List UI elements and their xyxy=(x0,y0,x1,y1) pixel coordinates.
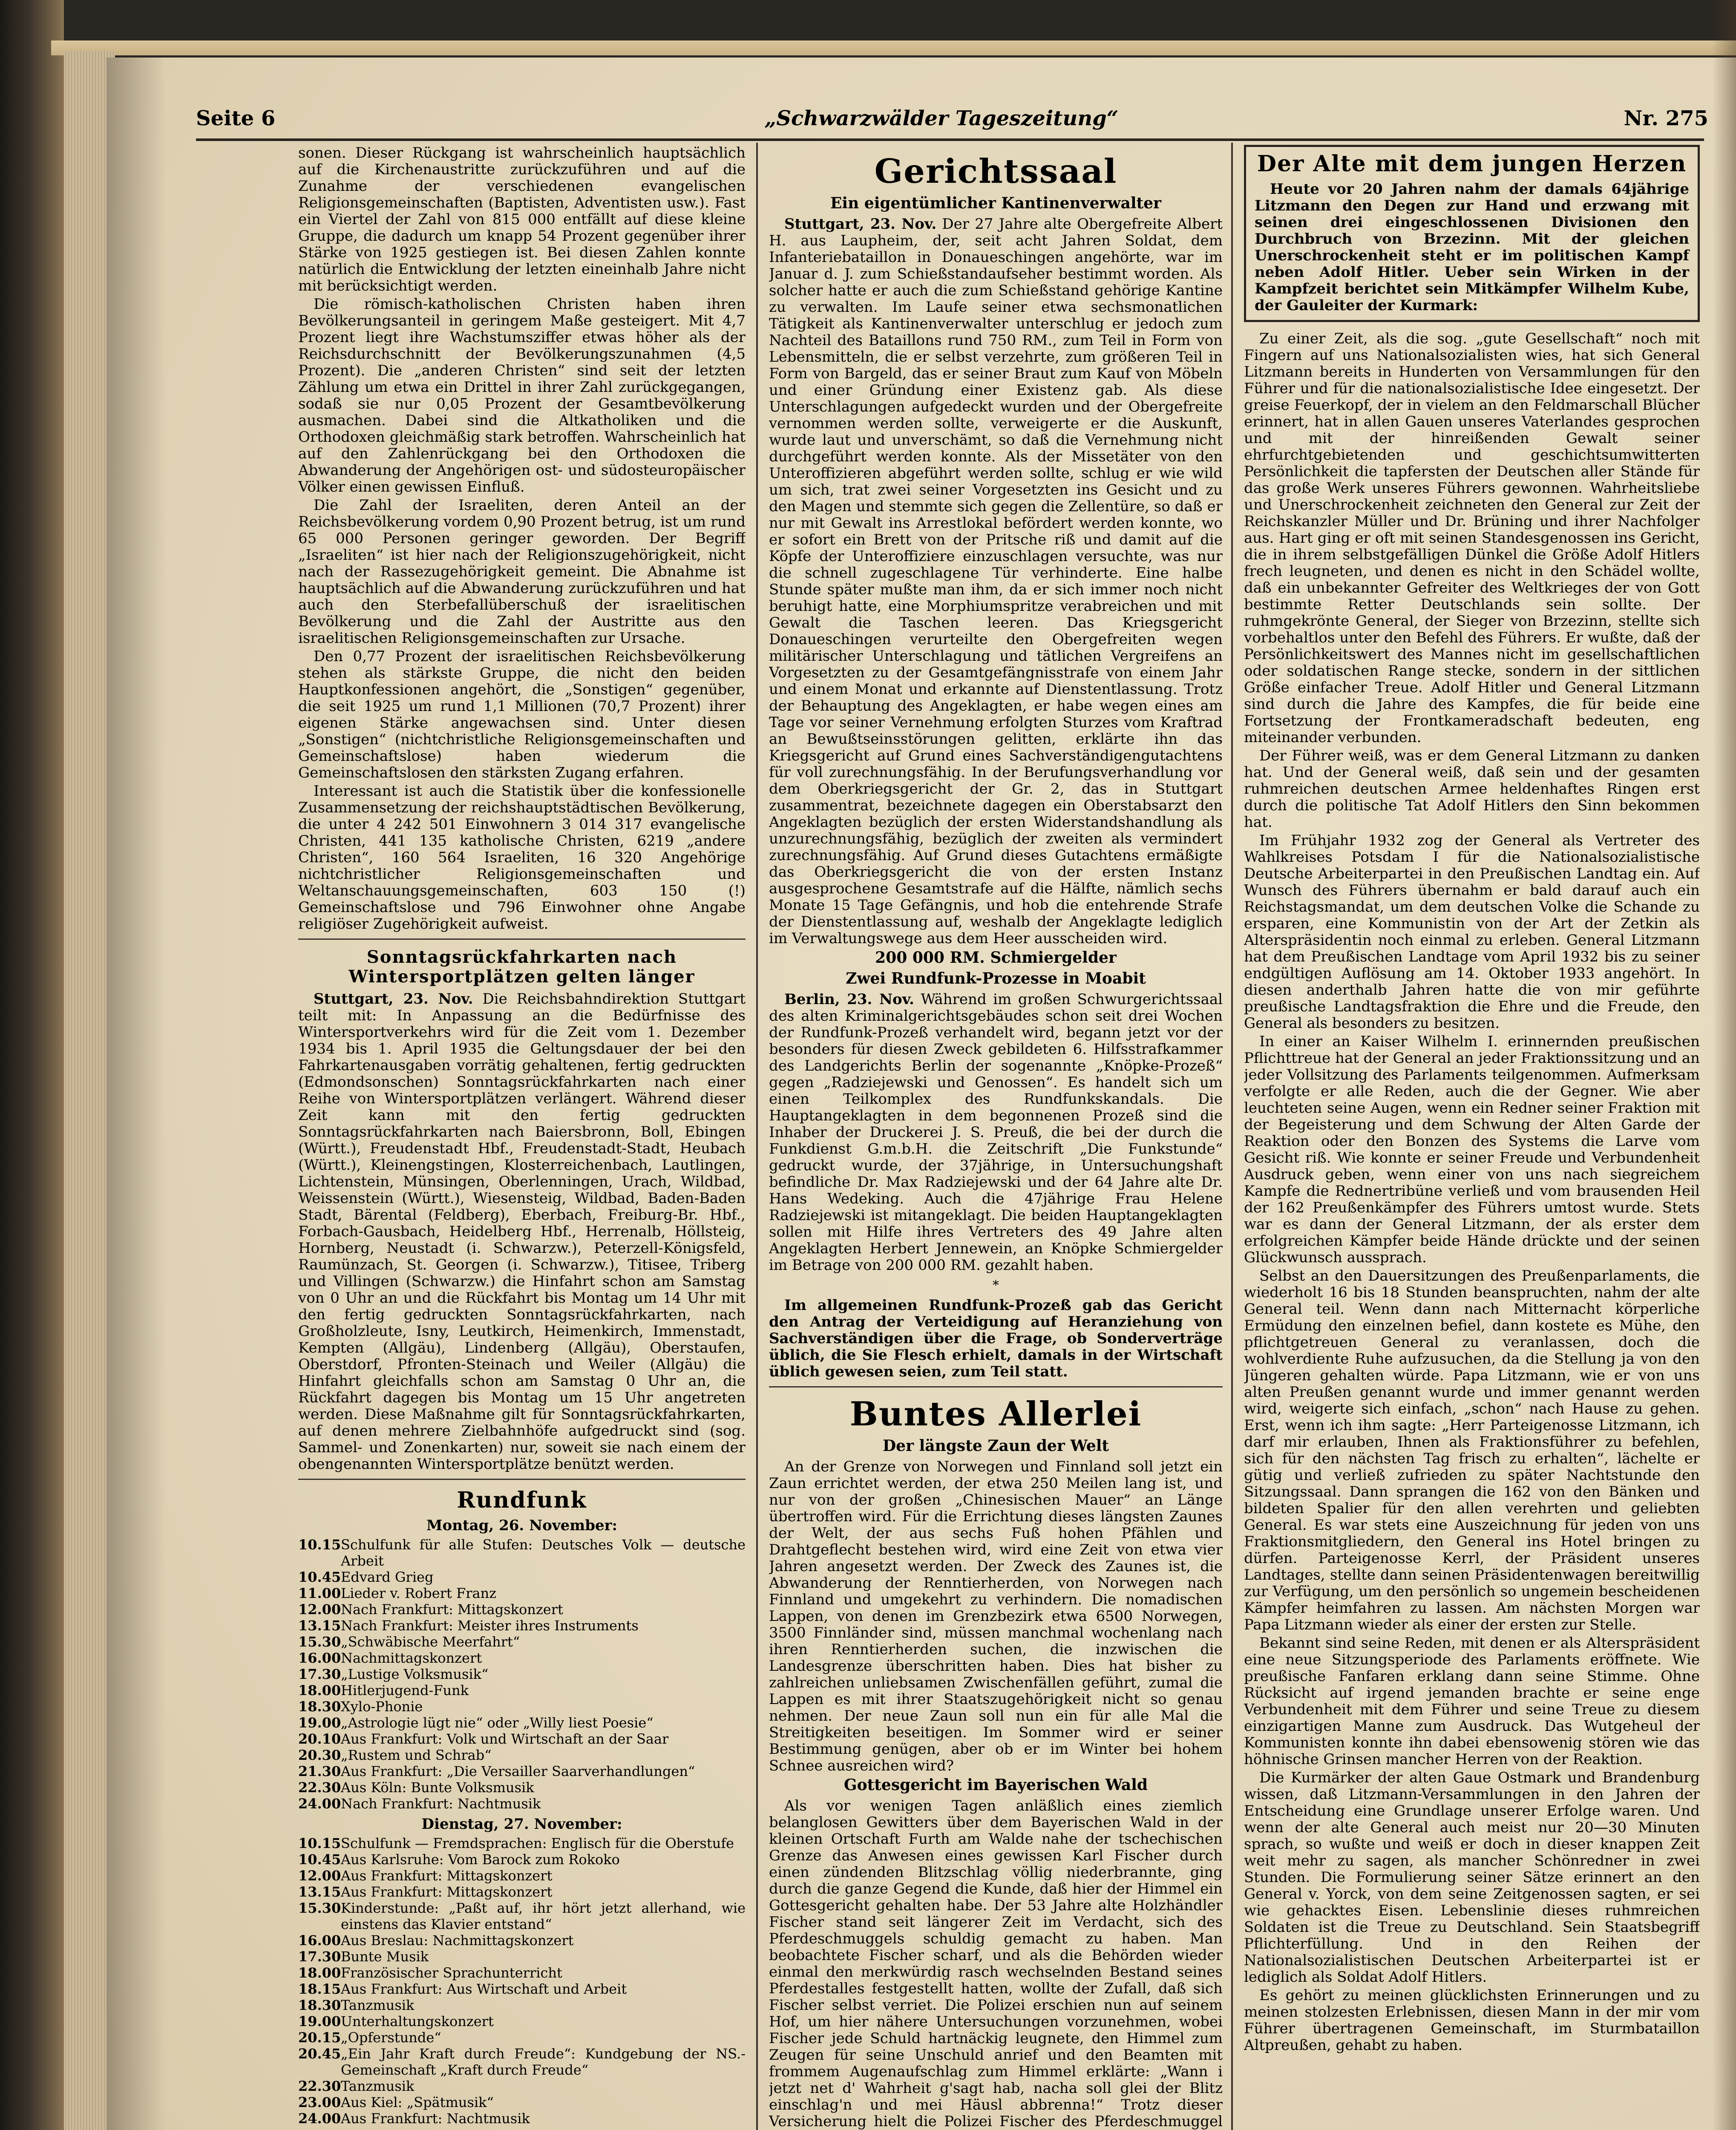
article-text: Den 0,77 Prozent der israelitischen Reichsbevölkerung stehen als stärkste Gruppe, die nicht den beiden Hauptkonfessionen angehört, die „Sonstigen“ gegenüber, die seit 1925 um rund 1,1 Millionen (70,7 Prozent) ihrer eigenen Stärke angewachsen sind. Unter diesen „Sonstigen“ (nichtchristliche Religionsgemeinschaften und Gemeinschaftslose) haben wiederum die Gemeinschaftslosen den stärksten Zugang erfahren. xyxy=(298,648,746,781)
subheadline: Gottesgericht im Bayerischen Wald xyxy=(844,1776,1148,1794)
subheadline: Zwei Rundfunk-Prozesse in Moabit xyxy=(846,970,1146,987)
program-time: 20.10 xyxy=(298,1731,341,1747)
divider xyxy=(769,1386,1223,1387)
program-title: Aus Frankfurt: Mittagskonzert xyxy=(341,1884,553,1900)
program-title: Tanzmusik xyxy=(341,1997,415,2013)
program-title: Kinderstunde: „Paßt auf, ihr hört jetzt allerhand, wie einstens das Klavier entstand“ xyxy=(341,1900,746,1932)
program-time: 10.45 xyxy=(298,1851,341,1868)
headline-rundfunk: Rundfunk xyxy=(457,1487,587,1513)
program-time: 24.00 xyxy=(298,1796,341,1812)
program-time: 20.45 xyxy=(298,2046,341,2062)
program-entry xyxy=(298,1835,746,1851)
program-time: 21.30 xyxy=(298,1763,341,1779)
program-time: 12.00 xyxy=(298,1868,341,1884)
program-time: 16.00 xyxy=(298,1650,341,1666)
subheadline: Ein eigentümlicher Kantinenverwalter xyxy=(830,194,1162,212)
article-text: An der Grenze von Norwegen und Finnland soll jetzt ein Zaun errichtet werden, der etwa 250 Meilen lang ist, und nur von der großen „Chinesischen Mauer“ an Länge übertroffen wird. Für die Errichtung dieses längsten Zaunes der Welt, der aus sechs Fuß hohen Pfählen und Drahtgeflecht bestehen wird, wird eine Zeit von etwa vier Jahren angesetzt werden. Der Zweck des Zaunes ist, die Abwanderung der Renntierherden, von Norwegen nach Finnland und umgekehrt zu verhindern. Die nomadischen Lappen, von denen im Grenzbezirk etwa 6500 Norwegen, 3500 Finnländer sind, müssen manchmal wochenlang nach ihren Renntierherden suchen, die inzwischen die Landesgrenze überschritten haben. Dies hat bisher zu zahlreichen unliebsamen Zwischenfällen geführt, zumal die Lappen es mit ihrer Staatszugehörigkeit nicht so genau nehmen. Der neue Zaun soll nun ein für alle Mal die Streitigkeiten beseitigen. Im Sommer wird er seiner Bestimmung genügen, aber ob er im Winter bei hohem Schnee ausreichen wird? xyxy=(769,1458,1223,1774)
header-rule xyxy=(196,138,1704,141)
page-header xyxy=(196,106,1708,136)
program-title: Aus Frankfurt: Aus Wirtschaft und Arbeit xyxy=(341,1981,627,1997)
article-text: sonen. Dieser Rückgang ist wahrscheinlich hauptsächlich auf die Kirchenaustritte zurückzuführen und auf die Zunahme der verschiedenen evangelischen Religionsgemeinschaften (Baptisten, Adventisten usw.). Fast ein Viertel der Zahl von 815 000 entfällt auf diese kleine Gruppe, die dadurch um knapp 54 Prozent gegenüber ihrer Stärke von 1925 gestiegen ist. Bei diesen Zahlen konnte natürlich die Entwicklung der letzten eineinhalb Jahre nicht mit berücksichtigt werden. xyxy=(298,145,746,294)
program-time: 10.45 xyxy=(298,1569,341,1585)
program-title: „Lustige Volksmusik“ xyxy=(341,1666,489,1682)
program-title: Lieder v. Robert Franz xyxy=(341,1585,497,1601)
binding-shadow xyxy=(107,58,166,2130)
program-time: 24.00 xyxy=(298,2110,341,2127)
program-title: Französischer Sprachunterricht xyxy=(341,1965,562,1981)
program-title: „Rustem und Schrab“ xyxy=(341,1747,492,1763)
program-entry xyxy=(298,1932,746,1949)
headline-gerichtssaal: Gerichtssaal xyxy=(874,152,1117,191)
article-text: Es gehört zu meinen glücklichsten Erinnerungen und zu meinen stolzesten Erlebnissen, diesen Mann in der mir vom Führer übertragenen Gemeinschaft, im Sturmbataillon Altpreußen, gehabt zu haben. xyxy=(1244,1987,1700,2054)
program-time: 17.30 xyxy=(298,1666,341,1682)
program-title: Edvard Grieg xyxy=(341,1569,434,1585)
program-title: Nach Frankfurt: Nachtmusik xyxy=(341,1796,541,1812)
program-list-monday xyxy=(298,1537,746,1812)
dateline: Stuttgart, 23. Nov. xyxy=(784,216,937,233)
article-text: Die Kurmärker der alten Gaue Ostmark und Brandenburg wissen, daß Litzmann-Versammlungen in den Jahren der Entscheidung eine Grundlage unserer Erfolge waren. Und wenn der alte General auch meist nur 20—30 Minuten sprach, so wußte und weiß er doch in dieser knappen Zeit weit mehr zu sagen, als mancher Schönredner in zwei Stunden. Die Formulierung seiner Sätze erinnert an den General v. Yorck, von dem seine Zeitgenossen sagten, er sei wie gehacktes Eisen. Lebenslinie dieses ruhmreichen Soldaten ist die Treue zu Deutschland. Sein Staatsbegriff Pflichterfüllung. Und in den Reihen der Nationalsozialistischen Deutschen Arbeiterpartei ist er lediglich als Soldat Adolf Hitlers. xyxy=(1244,1769,1700,1986)
program-time: 19.00 xyxy=(298,1715,341,1731)
program-time: 15.30 xyxy=(298,1900,341,1916)
column-3 xyxy=(1244,145,1700,2130)
article-text: Die Zahl der Israeliten, deren Anteil an der Reichsbevölkerung vordem 0,90 Prozent betrug, ist um rund 65 000 Personen geringer geworden. Der Begriff „Israeliten“ ist hier nach der Religionszugehörigkeit, nicht nach der Rassezugehörigkeit gemeint. Die Abnahme ist hauptsächlich auf die Abwanderung zurückzuführen und hat auch den Sterbefallüberschuß der israelitischen Bevölkerung und die Zahl der Austritte aus den israelitischen Religionsgemeinschaften zur Ursache. xyxy=(298,497,746,647)
program-entry xyxy=(298,1731,746,1747)
headline-buntes-allerlei: Buntes Allerlei xyxy=(849,1395,1142,1433)
program-time: 20.30 xyxy=(298,1747,341,1763)
program-entry xyxy=(298,1601,746,1618)
dateline: Stuttgart, 23. Nov. xyxy=(314,990,473,1007)
program-title: „Ein Jahr Kraft durch Freude“: Kundgebung der NS.-Gemeinschaft „Kraft durch Freude“ xyxy=(341,2046,746,2078)
program-entry xyxy=(298,2110,746,2127)
program-time: 19.00 xyxy=(298,2013,341,2029)
program-entry xyxy=(298,2029,746,2046)
subheadline: 200 000 RM. Schmiergelder xyxy=(875,949,1117,967)
program-entry xyxy=(298,2078,746,2094)
program-title: Hitlerjugend-Funk xyxy=(341,1682,469,1698)
article-intro: Heute vor 20 Jahren nahm der damals 64jährige Litzmann den Degen zur Hand und erzwang mit seinen drei eingeschlossenen Divisionen den Durchbruch von Brzezinn. Mit der gleichen Unerschrockenheit steht er im politischen Kampf neben Adolf Hitler. Ueber sein Wirken in der Kampfzeit berichtet sein Mitkämpfer Wilhelm Kube, der Gauleiter der Kurmark: xyxy=(1255,181,1689,314)
article-text: Im Frühjahr 1932 zog der General als Vertreter des Wahlkreises Potsdam I für die Nationalsozialistische Deutsche Arbeiterpartei in den Preußischen Landtag ein. Auf Wunsch des Führers übernahm er bald darauf auch ein Reichstagsmandat, um dem deutschen Volke die Schande zu ersparen, eine Kommunistin von der Art der Zetkin als Alterspräsidentin noch einmal zu erleben. General Litzmann hat dem Preußischen Landtage vom April 1932 bis zu seiner endgültigen Auflösung am 14. Oktober 1933 angehört. In diesen anderthalb Jahren hatte die von mir geführte preußische Landtagsfraktion die Ehre und die Freude, den General als besonders zu besitzen. xyxy=(1244,832,1700,1032)
divider xyxy=(298,1479,746,1480)
program-time: 11.00 xyxy=(298,1585,341,1601)
article-text: Im allgemeinen Rundfunk-Prozeß gab das Gericht den Antrag der Verteidigung auf Heranziehung von Sachverständigen über die Frage, ob Sonderverträge üblich, die Sie Flesch erhielt, damals in der Wirtschaft üblich gewesen seien, zum Teil statt. xyxy=(769,1297,1223,1380)
page-number: Seite 6 xyxy=(196,106,276,130)
headline-sonntagsrueckfahrkarten: Sonntagsrückfahrkarten nach Wintersportplätzen gelten länger xyxy=(348,947,695,987)
program-title: Tanzmusik xyxy=(341,2078,415,2094)
program-title: „Astrologie lügt nie“ oder „Willy liest Poesie“ xyxy=(341,1715,654,1731)
program-title: Nachmittagskonzert xyxy=(341,1650,482,1666)
program-time: 18.00 xyxy=(298,1682,341,1698)
program-time: 18.15 xyxy=(298,1981,341,1997)
article-text: Der Führer weiß, was er dem General Litzmann zu danken hat. Und der General weiß, daß sein und der gesamten ruhmreichen deutschen Armee heldenhaftes Ringen erst durch die politische Tat Adolf Hitlers den Sinn bekommen hat. xyxy=(1244,747,1700,831)
article-text: Bekannt sind seine Reden, mit denen er als Alterspräsident eine neue Sitzungsperiode des Parlaments eröffnete. Wie preußische Fanfaren erklang dann seine Stimme. Ohne Rücksicht auf irgend jemanden brachte er seine enge Verbundenheit mit dem Führer und seine Treue zu diesem einzigartigen Manne zum Ausdruck. Das Wutgeheul der Kommunisten konnte ihn dabei ebensowenig stören wie das höhnische Grinsen mancher Herren von der Reaktion. xyxy=(1244,1635,1700,1768)
program-entry xyxy=(298,1949,746,1965)
program-time: 15.30 xyxy=(298,1634,341,1650)
program-entry xyxy=(298,2046,746,2078)
article-text: Während im großen Schwurgerichtssaal des alten Kriminalgerichtsgebäudes schon seit drei Wochen der Rundfunk-Prozeß verhandelt wird, begann jetzt vor der besonders für diesen Zweck gebildeten 6. Hilfsstrafkammer des Landgerichts Berlin der sogenannte „Knöpke-Prozeß“ gegen „Radziejewski und Genossen“. Es handelt sich um einen Teilkomplex des Rundfunkskandals. Die Hauptangeklagten in dem begonnenen Prozeß sind die Inhaber der Druckerei J. S. Preuß, die bei der durch die Funkdienst G.m.b.H. die Zeitschrift „Die Funkstunde“ gedruckt wurde, der 37jährige, in Untersuchungshaft befindliche Dr. Max Radziejewski und der 64 Jahre alte Dr. Hans Wedeking. Auch die 47jährige Frau Helene Radziejewski ist mitangeklagt. Die beiden Hauptangeklagten sollen mit Hilfe ihres Vertreters des 49 Jahre alten Angeklagten Herbert Jennewein, an Knöpke Schmiergelder im Betrage von 200 000 RM. gezahlt haben. xyxy=(769,991,1223,1274)
article-text: Als vor wenigen Tagen anläßlich eines ziemlich belanglosen Gewitters über dem Bayerischen Wald in der kleinen Ortschaft Furth am Walde nahe der tschechischen Grenze das Anwesen eines gewissen Karl Fischer durch einen zündenden Blitzschlag völlig niederbrannte, ging durch die ganze Gegend die Kunde, daß hier der Himmel ein Gottesgericht gehalten habe. Der 53 Jahre alte Holzhändler Fischer stand seit längerer Zeit im Verdacht, sich des Pferdeschmuggels schuldig gemacht zu haben. Man beobachtete Fischer scharf, und als die Behörden wieder einmal den merkwürdig rasch wechselnden Bestand seines Pferdestalles festgestellt hatten, wollte der Zufall, daß sich Fischer selbst verriet. Die Polizei erschien nun auf seinem Hof, um hier nähere Untersuchungen vorzunehmen, wobei Fischer jede Schuld hartnäckig leugnete, den Himmel zum Zeugen für seine Unschuld anrief und den Beamten mit frommem Augenaufschlag zum Himmel erklärte: „Wann i jetzt net d' Wahrheit g'sagt hab, nacha soll glei der Blitz einschlag'n und mei Häusl abbrenna!“ Trotz dieser Versicherung hielt die Polizei Fischer des Pferdeschmuggel xyxy=(769,1797,1223,2130)
program-title: Aus Frankfurt: „Die Versailler Saarverhandlungen“ xyxy=(341,1763,695,1779)
article-text: Selbst an den Dauersitzungen des Preußenparlaments, die wiederholt 16 bis 18 Stunden beanspruchten, nahm der alte General teil. Wenn dann nach Mitternacht körperliche Ermüdung den einzelnen befiel, dann kostete es Mühe, den pflichtgetreuen General zu veranlassen, doch die wohlverdiente Ruhe aufzusuchen, da die Stellung ja von den Jüngeren gehalten würde. Papa Litzmann, wie er von uns alten Preußen genannt wurde und immer genannt werden wird, weigerte sich einfach, „schon“ nach Hause zu gehen. Erst, wenn ich ihm sagte: „Herr Parteigenosse Litzmann, ich darf mir erlauben, Ihnen als Fraktionsführer zu befehlen, sich für den nächsten Tag frisch zu erhalten“, lächelte er gütig und verließ zufrieden zu später Nachtstunde den Sitzungssaal. Dann sprangen die 162 von den Bänken und bildeten Spalier für den allen verehrten und geliebten General. Es war stets eine Auszeichnung für jeden von uns Fraktionsmitgliedern, den General ins Hotel bringen zu dürfen. Parteigenosse Kerrl, der Präsident unseres Landtages, stellte dann seinen Präsidentenwagen bereitwillig zur Verfügung, um den persönlich so ungemein bescheidenen Kämpfer heimfahren zu lassen. Am nächsten Morgen war Papa Litzmann wieder als einer der ersten zur Stelle. xyxy=(1244,1267,1700,1633)
article-text: Der 27 Jahre alte Obergefreite Albert H. aus Laupheim, der, seit acht Jahren Soldat, dem Infanteriebataillon in Donaueschingen angehörte, war im Januar d. J. zum Schießstandaufseher bestimmt worden. Als solcher hatte er auch die zum Schießstand gehörige Kantine zu verwalten. Im Laufe seiner etwa sechsmonatlichen Tätigkeit als Kantinenverwalter unterschlug er jedoch zum Nachteil des Bataillons rund 750 RM., zum Teil in Form von Lebensmitteln, die er selbst verzehrte, zum größeren Teil in Form von Bargeld, das er seiner Braut zum Kauf von Möbeln und einer Gründung einer Existenz gab. Als diese Unterschlagungen aufgedeckt wurden und der Obergefreite vernommen werden sollte, verweigerte er die Auskunft, wurde laut und unverschämt, so daß die Vernehmung nicht durchgeführt werden konnte. Als der Missetäter von den Unteroffizieren abgeführt werden sollte, schlug er wie wild um sich, trat zwei seiner Vorgesetzten ins Gesicht und zu den Magen und stemmte sich gegen die Zellentüre, so daß er nur mit Gewalt ins Arrestlokal befördert werden konnte, wo er sofort ein Brett von der Pritsche riß und damit auf die Köpfe der Unteroffiziere einzuschlagen versuchte, was nur die schnell zugeschlagene Tür verhinderte. Eine halbe Stunde später mußte man ihm, da er sich immer noch nicht beruhigt hatte, eine Morphiumspritze verabreichen und mit Gewalt die Taschen leeren. Das Kriegsgericht Donaueschingen verurteilte den Obergefreiten wegen militärischer Unterschlagung und tätlichen Vergreifens an Vorgesetzten zu der Gesamtgefängnisstrafe von einem Jahr und einem Monat und erkannte auf Dienstentlassung. Trotz der Behauptung des Angeklagten, er habe wegen eines am Tage vor seiner Vernehmung erfolgten Sturzes vom Kraftrad an Bewußtseinsstörungen gelitten, erklärte ihn das Kriegsgericht auf Grund eines Sachverständigengutachtens für voll zurechnungsfähig. In der Berufungsverhandlung vor dem Oberkriegsgericht der Gr. 2, das in Stuttgart zusammentrat, bezeichnete dagegen ein Oberstabsarzt den Angeklagten bezüglich der ersten Widerstandshandlung als unzurechnungsfähig, bezüglich der zweiten als vermindert zurechnungsfähig. Auf Grund dieses Gutachtens ermäßigte das Oberkriegsgericht die von der ersten Instanz ausgesprochene Gesamtstrafe auf die Hälfte, nämlich sechs Monate 15 Tage Gefängnis, und hob die entehrende Strafe der Dienstentlassung auf, weshalb der Angeklagte lediglich im Verwaltungswege aus dem Heer ausscheiden wird. xyxy=(769,216,1223,947)
program-title: Bunte Musik xyxy=(341,1949,429,1965)
newspaper-title: „Schwarzwälder Tageszeitung“ xyxy=(764,106,1119,130)
program-title: Unterhaltungskonzert xyxy=(341,2013,494,2029)
program-entry xyxy=(298,1650,746,1666)
page-edges-top xyxy=(51,40,1736,55)
program-time: 23.00 xyxy=(298,2094,341,2110)
program-entry xyxy=(298,1884,746,1900)
program-entry xyxy=(298,1997,746,2013)
divider xyxy=(298,938,746,940)
program-time: 10.15 xyxy=(298,1835,341,1851)
separator-star: * xyxy=(993,1278,999,1293)
headline-alte-junges-herz: Der Alte mit dem jungen Herzen xyxy=(1257,151,1687,177)
program-title: Aus Breslau: Nachmittagskonzert xyxy=(341,1932,574,1949)
program-time: 16.00 xyxy=(298,1932,341,1949)
program-entry xyxy=(298,1868,746,1884)
program-entry xyxy=(298,1618,746,1634)
issue-number: Nr. 275 xyxy=(1624,106,1708,130)
program-time: 22.30 xyxy=(298,2078,341,2094)
program-title: Schulfunk — Fremdsprachen: Englisch für die Oberstufe xyxy=(341,1835,734,1851)
program-time: 13.15 xyxy=(298,1884,341,1900)
program-time: 17.30 xyxy=(298,1949,341,1965)
program-day-monday: Montag, 26. November: xyxy=(426,1517,618,1534)
program-time: 20.15 xyxy=(298,2029,341,2046)
subheadline: Der längste Zaun der Welt xyxy=(882,1437,1109,1455)
program-title: Schulfunk für alle Stufen: Deutsches Volk — deutsche Arbeit xyxy=(341,1537,746,1569)
program-entry xyxy=(298,1965,746,1981)
program-time: 13.15 xyxy=(298,1618,341,1634)
program-entry xyxy=(298,1537,746,1569)
program-title: Aus Karlsruhe: Vom Barock zum Rokoko xyxy=(341,1851,620,1868)
article-text: In einer an Kaiser Wilhelm I. erinnernden preußischen Pflichttreue hat der General an jeder Fraktionssitzung und an jeder Vollsitzung des Parlaments teilgenommen. Aufmerksam verfolgte er alle Reden, auch die der Gegner. Wie aber leuchteten seine Augen, wenn ein Redner seiner Fraktion mit der Begeisterung und dem Schwung der Alten Garde der Reaktion oder den Bonzen des Systems die Larve vom Gesicht riß. Wie konnte er seiner Freude und Verbundenheit Ausdruck geben, wenn einer von uns nach siegreichem Kampfe die Rednertribüne verließ und vom brausenden Heil der 162 Preußenkämpfer des Führers umtost wurde. Stets war es dann der General Litzmann, der als erster dem erfolgreichen Kämpfer beide Hände drückte und der seinen Glückwunsch aussprach. xyxy=(1244,1033,1700,1266)
column-rule-2 xyxy=(1231,143,1233,2130)
column-rule-1 xyxy=(756,143,758,2130)
program-entry xyxy=(298,1715,746,1731)
program-title: Aus Frankfurt: Nachtmusik xyxy=(341,2110,530,2127)
program-entry xyxy=(298,2013,746,2029)
book-binding xyxy=(0,0,64,2130)
program-entry xyxy=(298,1634,746,1650)
program-entry xyxy=(298,1981,746,1997)
program-title: Xylo-Phonie xyxy=(341,1698,423,1715)
program-entry xyxy=(298,1779,746,1796)
article-text: Die römisch-katholischen Christen haben ihren Bevölkerungsanteil in geringem Maße gesteigert. Mit 4,7 Prozent liegt ihre Wachstumsziffer etwas höher als der Reichsdurchschnitt der Bevölkerungszunahmen (4,5 Prozent). Die „anderen Christen“ sind seit der letzten Zählung um etwa ein Drittel in ihrer Zahl zurückgegangen, sodaß sie nur 0,05 Prozent der Gesamtbevölkerung ausmachen. Dabei sind die Altkatholiken und die Orthodoxen gleichmäßig stark betroffen. Wahrscheinlich hat auf den Zahlenrückgang bei den Orthodoxen die Abwanderung der Angehörigen ost- und südosteuropäischer Völker einen gewissen Einfluß. xyxy=(298,296,746,495)
program-title: Aus Frankfurt: Volk und Wirtschaft an der Saar xyxy=(341,1731,669,1747)
program-time: 12.00 xyxy=(298,1601,341,1618)
program-title: Aus Frankfurt: Mittagskonzert xyxy=(341,1868,553,1884)
program-entry xyxy=(298,1569,746,1585)
program-entry xyxy=(298,2094,746,2110)
program-title: Aus Köln: Bunte Volksmusik xyxy=(341,1779,534,1796)
program-day-tuesday: Dienstag, 27. November: xyxy=(421,1816,622,1833)
program-entry xyxy=(298,1666,746,1682)
program-entry xyxy=(298,1900,746,1932)
program-entry xyxy=(298,1682,746,1698)
program-time: 18.30 xyxy=(298,1997,341,2013)
program-entry xyxy=(298,1763,746,1779)
program-entry xyxy=(298,1698,746,1715)
program-title: „Schwäbische Meerfahrt“ xyxy=(341,1634,520,1650)
program-title: Aus Kiel: „Spätmusik“ xyxy=(341,2094,494,2110)
column-2 xyxy=(769,145,1223,2130)
program-time: 18.00 xyxy=(298,1965,341,1981)
program-title: Nach Frankfurt: Mittagskonzert xyxy=(341,1601,563,1618)
program-time: 10.15 xyxy=(298,1537,341,1553)
program-entry xyxy=(298,1747,746,1763)
program-time: 22.30 xyxy=(298,1779,341,1796)
column-1 xyxy=(298,145,746,2130)
article-text: Interessant ist auch die Statistik über die konfessionelle Zusammensetzung der reichshauptstädtischen Bevölkerung, die unter 4 242 501 Einwohnern 3 014 317 evangelische Christen, 441 135 katholische Christen, 6219 „andere Christen“, 160 564 Israeliten, 16 320 Angehörige nichtchristlicher Religionsgemeinschaften und Weltanschauungsgemeinschaften, 603 150 (!) Gemeinschaftslose und 796 Einwohner ohne Angabe religiöser Zugehörigkeit aufweist. xyxy=(298,783,746,933)
article-text: Zu einer Zeit, als die sog. „gute Gesellschaft“ noch mit Fingern auf uns Nationalsozialisten wies, hat sich General Litzmann bereits in Hunderten von Versammlungen für den Führer und für die nationalsozialistische Idee eingesetzt. Der greise Feuerkopf, der in vielem an den Feldmarschall Blücher erinnert, hat in allen Gauen unseres Vaterlandes gesprochen und mit der hinreißenden Gewalt seiner ehrfurchtgebietenden und geschichtsumwitterten Persönlichkeit die tapfersten der Deutschen aller Stände für das große Werk unseres Führers gewonnen. Wahrheitsliebe und Unerschrockenheit zeichneten den General zur Zeit der Reichskanzler Müller und Dr. Brüning und ihrer Nachfolger aus. Hart ging er oft mit seinen Standesgenossen ins Gericht, die in ihrem selbstgefälligen Dünkel die Größe Adolf Hitlers frech leugneten, und denen es nicht in den Schädel wollte, daß ein unbekannter Gefreiter des Weltkrieges der von Gott bestimmte Retter Deutschlands sein sollte. Der ruhmgekrönte General, der Sieger von Brzezinn, stellte sich vorbehaltlos unter den Befehl des Führers. Er wußte, daß der Persönlichkeitswert des Mannes nicht im gesellschaftlichen oder soldatischen Range stecke, sondern in der sittlichen Größe einfacher Treue. Adolf Hitler und General Litzmann sind durch die Jahre des Kampfes, die für beide eine Fortsetzung der Frontkameradschaft bedeuten, eng miteinander verbunden. xyxy=(1244,330,1700,746)
program-list-tuesday xyxy=(298,1835,746,2127)
article-text: Die Reichsbahndirektion Stuttgart teilt mit: In Anpassung an die Bedürfnisse des Wintersportverkehrs wird für die Zeit vom 1. Dezember 1934 bis 1. April 1935 die Geltungsdauer der bei den Fahrkartenausgaben vorrätig gehaltenen, fertig gedruckten (Edmondsonschen) Sonntagsrückfahrkarten nach einer Reihe von Wintersportplätzen verlängert. Während dieser Zeit kann mit den fertig gedruckten Sonntagsrückfahrkarten nach Baiersbronn, Boll, Ebingen (Württ.), Freudenstadt Hbf., Freudenstadt-Stadt, Heubach (Württ.), Kleinengstingen, Klosterreichenbach, Lautlingen, Lichtenstein, Münsingen, Oberlenningen, Urach, Wildbad, Weissenstein (Württ.), Wiesensteig, Wildbad, Baden-Baden Stadt, Bärental (Feldberg), Eberbach, Freiburg-Br. Hbf., Forbach-Gausbach, Heidelberg Hbf., Herrenalb, Höllsteig, Hornberg, Neustadt (i. Schwarzw.), Peterzell-Königsfeld, Raumünzach, St. Georgen (i. Schwarzw.), Titisee, Triberg und Villingen (Schwarzw.) die Hinfahrt schon am Samstag von 0 Uhr an und die Rückfahrt bis Montag um 14 Uhr mit den fertig gedruckten Sonntagsrückfahrkarten, nach Großholzleute, Isny, Leutkirch, Heimenkirch, Immenstadt, Kempten (Allgäu), Lindenberg (Allgäu), Oberstaufen, Oberstdorf, Pfronten-Steinach und Weiler (Allgäu) die Hinfahrt gleichfalls schon am Samstag 0 Uhr an, die Rückfahrt dagegen bis Montag um 15 Uhr angetreten werden. Diese Maßnahme gilt für Sonntagsrückfahrkarten, auf denen mehrere Zielbahnhöfe aufgedruckt sind (sog. Sammel- und Zonenkarten) nur, soweit sie nach einem der obengenannten Wintersportplätze benützt werden. xyxy=(298,990,746,1473)
dateline: Berlin, 23. Nov. xyxy=(784,991,914,1008)
program-entry xyxy=(298,1851,746,1868)
page-right-shadow xyxy=(1713,0,1736,2130)
program-time: 18.30 xyxy=(298,1698,341,1715)
program-entry xyxy=(298,1796,746,1812)
program-entry xyxy=(298,1585,746,1601)
article-intro-box xyxy=(1244,145,1700,322)
program-title: Nach Frankfurt: Meister ihres Instruments xyxy=(341,1618,639,1634)
program-title: „Opferstunde“ xyxy=(341,2029,441,2046)
